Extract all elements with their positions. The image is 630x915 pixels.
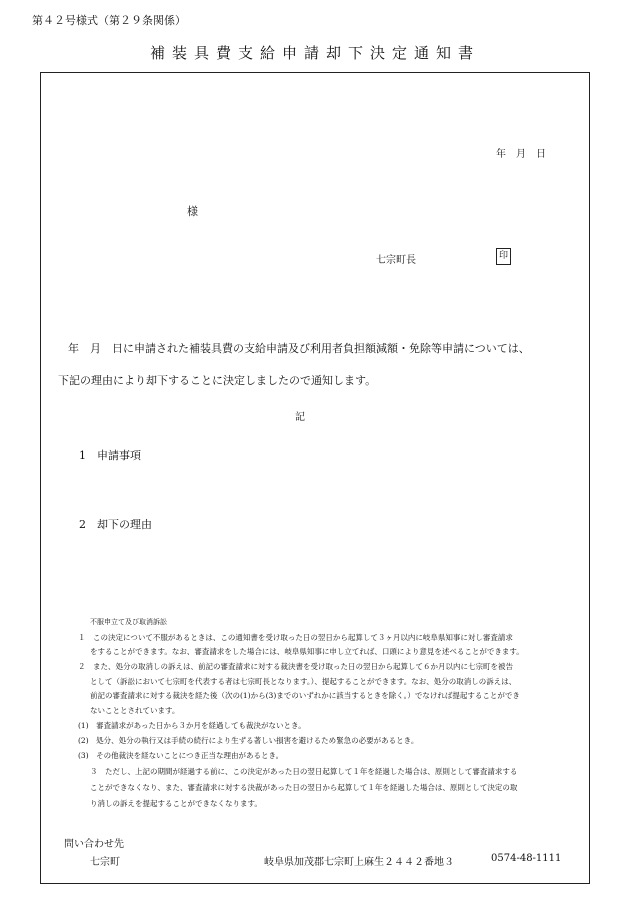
- appeal-line: をすることができます。なお、審査請求をした場合には、岐阜県知事に申し立てれば、口頭により意見を述べることができます。: [90, 647, 524, 656]
- contact-phone: 0574-48-1111: [491, 853, 562, 864]
- ki-heading: 記: [295, 412, 305, 423]
- document-title: 補装具費支給申請却下決定通知書: [149, 44, 480, 62]
- contact-address: 岐阜県加茂郡七宗町上麻生２４４２番地３: [264, 857, 454, 868]
- appeal-heading: 不服申立て及び取消訴訟: [90, 618, 167, 626]
- appeal-line: ことができなくなり、また、審査請求に対する決裁があった日の翌日から起算して１年を経過した場合は、原則として決定の取: [90, 783, 518, 792]
- appeal-line: ２ また、処分の取消しの訴えは、前記の審査請求に対する裁決書を受け取った日の翌日から起算して６か月以内に七宗町を被告: [78, 662, 513, 671]
- contact-label: 問い合わせ先: [64, 839, 124, 850]
- appeal-line: (3) その他裁決を経ないことにつき正当な理由があるとき。: [78, 751, 284, 760]
- appeal-line: り消しの訴えを提起することができなくなります。: [90, 799, 262, 808]
- notice-text-line-1: 年 月 日に申請された補装具費の支給申請及び利用者負担額減額・免除等申請については、: [68, 342, 530, 355]
- seal-mark: 印: [496, 248, 511, 265]
- appeal-line: (1) 審査請求があった日から３か月を経過しても裁決がないとき。: [78, 721, 306, 730]
- appeal-line: (2) 処分、処分の執行又は手続の続行により生ずる著しい損害を避けるため緊急の必要があるとき。: [78, 736, 419, 745]
- appeal-line: １ この決定について不服があるときは、この通知書を受け取った日の翌日から起算して３ヶ月以内に岐阜県知事に対し審査請求: [78, 633, 513, 642]
- document-frame: [40, 72, 590, 884]
- appeal-line: として（訴訟において七宗町を代表する者は七宗町長となります。）、提起することができます。なお、処分の取消しの訴えは、: [90, 677, 517, 686]
- date-line: 年 月 日: [496, 149, 546, 160]
- item-rejection-reason: 2 却下の理由: [79, 518, 152, 531]
- form-number: 第４２号様式（第２９条関係）: [32, 14, 186, 27]
- addressee-honorific: 様: [187, 205, 198, 218]
- notice-text-line-2: 下記の理由により却下することに決定しましたので通知します。: [58, 374, 377, 387]
- appeal-line: 前記の審査請求に対する裁決を経た後（次の(1)から(3)までのいずれかに該当するときを除く。）でなければ提起することができ: [90, 691, 520, 700]
- issuer-name: 七宗町長: [376, 255, 416, 266]
- contact-organization: 七宗町: [90, 857, 120, 868]
- appeal-line: ないこととされています。: [90, 706, 180, 715]
- item-application-matter: 1 申請事項: [79, 449, 141, 462]
- appeal-line: ３ ただし、上記の期間が経過する前に、この決定があった日の翌日起算して１年を経過した場合は、原則として審査請求する: [90, 767, 518, 776]
